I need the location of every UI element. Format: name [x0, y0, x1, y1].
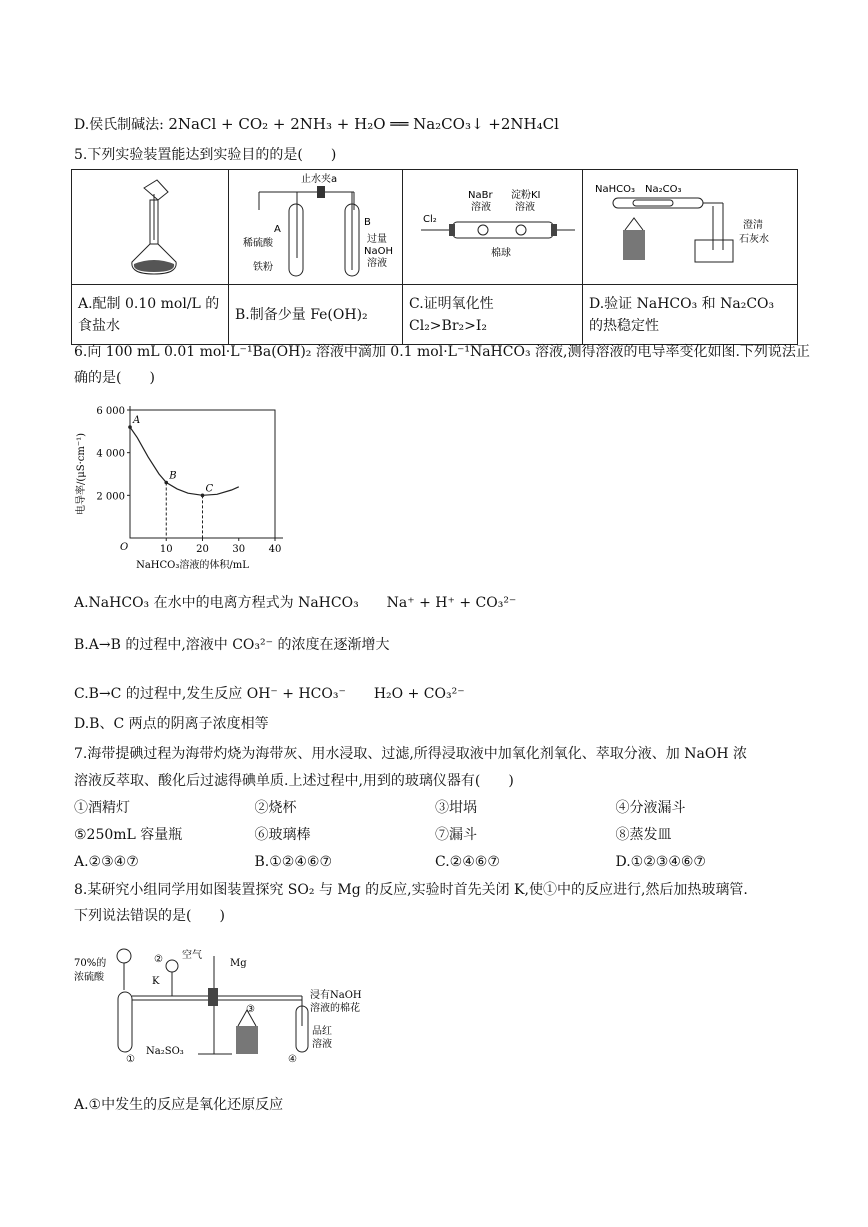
q5-option-d: D.验证 NaHCO₃ 和 Na₂CO₃ 的热稳定性	[583, 285, 798, 345]
svg-text:稀硫酸: 稀硫酸	[243, 238, 273, 249]
svg-text:④: ④	[288, 1054, 297, 1065]
q7-item: ⑥玻璃棒	[254, 827, 311, 843]
svg-text:②: ②	[154, 954, 163, 965]
svg-text:淀粉KI: 淀粉KI	[511, 190, 541, 201]
q5-figure-a	[72, 170, 229, 285]
svg-text:棉球: 棉球	[491, 248, 511, 259]
point-label-C: C	[205, 483, 214, 495]
q7-item: ⑤250mL 容量瓶	[74, 827, 183, 843]
svg-text:溶液: 溶液	[312, 1039, 332, 1050]
q5-figure-d	[583, 170, 798, 285]
point-label-B: B	[169, 470, 177, 482]
svg-text:Mg: Mg	[230, 958, 247, 969]
q7-choices	[74, 852, 796, 872]
q7-choice-d: D.①②③④⑥⑦	[615, 854, 706, 870]
conductivity-chart	[70, 398, 290, 573]
svg-text:NaOH: NaOH	[364, 246, 393, 257]
q5-figure-c	[403, 170, 583, 285]
q7-item: ⑧蒸发皿	[615, 827, 672, 843]
svg-text:溶液: 溶液	[367, 258, 387, 269]
q5-option-a: A.配制 0.10 mol/L 的食盐水	[72, 285, 229, 345]
y-tick-label: 2 000	[96, 491, 125, 503]
svg-text:B: B	[364, 217, 371, 228]
q7-item: ④分液漏斗	[615, 800, 686, 816]
q5-option-c: C.证明氧化性 Cl₂>Br₂>I₂	[403, 285, 583, 345]
q6-option-a: A.NaHCO₃ 在水中的电离方程式为 NaHCO₃ Na⁺ + H⁺ + CO₃²⁻	[74, 595, 517, 611]
origin-label: O	[120, 542, 129, 553]
q7-choice-a: A.②③④⑦	[74, 854, 139, 870]
svg-text:品红: 品红	[312, 1026, 332, 1037]
q7-item: ①酒精灯	[74, 800, 130, 816]
svg-text:K: K	[152, 976, 160, 987]
svg-text:溶液: 溶液	[515, 202, 535, 213]
svg-text:①: ①	[126, 1054, 135, 1065]
q7-item: ③坩埚	[435, 800, 477, 816]
y-axis-label: 电导率/(μS·cm⁻¹)	[76, 432, 87, 516]
svg-text:Cl₂: Cl₂	[423, 214, 437, 225]
svg-text:Na₂CO₃: Na₂CO₃	[645, 184, 682, 195]
q8-stem-1: 8.某研究小组同学用如图装置探究 SO₂ 与 Mg 的反应,实验时首先关闭 K,使①中的反应进行,然后加热玻璃管.	[74, 882, 748, 898]
x-axis-label: NaHCO₃溶液的体积/mL	[136, 560, 249, 571]
x-tick-label: 40	[268, 544, 282, 555]
svg-text:空气: 空气	[182, 950, 202, 961]
q8-option-a: A.①中发生的反应是氧化还原反应	[74, 1097, 284, 1113]
q5-stem: 5.下列实验装置能达到实验目的的是( )	[74, 147, 337, 163]
q6-stem-1: 6.向 100 mL 0.01 mol·L⁻¹Ba(OH)₂ 溶液中滴加 0.1 mol·L⁻¹NaHCO₃ 溶液,测得溶液的电导率变化如图.下列说法正	[74, 344, 810, 360]
q7-choice-c: C.②④⑥⑦	[435, 854, 500, 870]
q8-apparatus-figure	[72, 946, 392, 1066]
svg-text:NaBr: NaBr	[468, 190, 493, 201]
q6-option-c: C.B→C 的过程中,发生反应 OH⁻ + HCO₃⁻ H₂O + CO₃²⁻	[74, 686, 465, 702]
q7-choice-b: B.①②④⑥⑦	[254, 854, 332, 870]
svg-text:浸有NaOH: 浸有NaOH	[310, 990, 362, 1001]
svg-text:浓硫酸: 浓硫酸	[74, 972, 104, 983]
y-tick-label: 4 000	[96, 448, 125, 460]
point-label-A: A	[133, 415, 141, 427]
svg-text:70%的: 70%的	[74, 958, 107, 969]
svg-text:石灰水: 石灰水	[739, 234, 769, 245]
q5-figure-b	[229, 170, 403, 285]
q7-stem-1: 7.海带提碘过程为海带灼烧为海带灰、用水浸取、过滤,所得浸取液中加氧化剂氧化、萃取分液、加 NaOH 浓	[74, 746, 747, 762]
x-tick-label: 20	[196, 544, 209, 555]
x-tick-label: 30	[232, 544, 246, 555]
chart-frame	[130, 410, 275, 538]
q5-option-b: B.制备少量 Fe(OH)₂	[229, 285, 403, 345]
data-point-A	[128, 425, 132, 429]
svg-text:铁粉: 铁粉	[253, 262, 273, 273]
svg-text:Na₂SO₃: Na₂SO₃	[146, 1046, 184, 1057]
conductivity-line	[130, 427, 239, 495]
q4-equation: 2NaCl + CO₂ + 2NH₃ + H₂O ══ Na₂CO₃↓ +2NH₄Cl	[168, 115, 559, 133]
valve-label: 止水夹a	[301, 174, 338, 185]
svg-text:③: ③	[246, 1004, 255, 1015]
q7-item: ②烧杯	[254, 800, 297, 816]
svg-text:溶液: 溶液	[471, 202, 491, 213]
q7-items-row-2	[74, 825, 796, 845]
q6-stem-2: 确的是( )	[74, 370, 155, 386]
q7-items-row-1	[74, 798, 796, 818]
svg-text:溶液的棉花: 溶液的棉花	[310, 1003, 360, 1014]
q7-stem-2: 溶液反萃取、酸化后过滤得碘单质.上述过程中,用到的玻璃仪器有( )	[74, 773, 514, 789]
q5-apparatus-table	[71, 169, 798, 345]
q6-option-d: D.B、C 两点的阴离子浓度相等	[74, 716, 269, 732]
x-tick-label: 10	[159, 544, 173, 555]
svg-text:澄清: 澄清	[743, 220, 763, 231]
q6-option-b: B.A→B 的过程中,溶液中 CO₃²⁻ 的浓度在逐渐增大	[74, 637, 390, 653]
svg-text:A: A	[274, 224, 281, 235]
q7-item: ⑦漏斗	[435, 827, 477, 843]
y-tick-label: 6 000	[96, 406, 125, 417]
svg-text:过量: 过量	[367, 234, 387, 245]
svg-text:NaHCO₃: NaHCO₃	[595, 184, 635, 195]
q4-option-d: D.侯氏制碱法: 2NaCl + CO₂ + 2NH₃ + H₂O ══ Na₂CO₃↓ +2NH₄Cl	[74, 115, 559, 133]
q8-stem-2: 下列说法错误的是( )	[74, 908, 225, 924]
